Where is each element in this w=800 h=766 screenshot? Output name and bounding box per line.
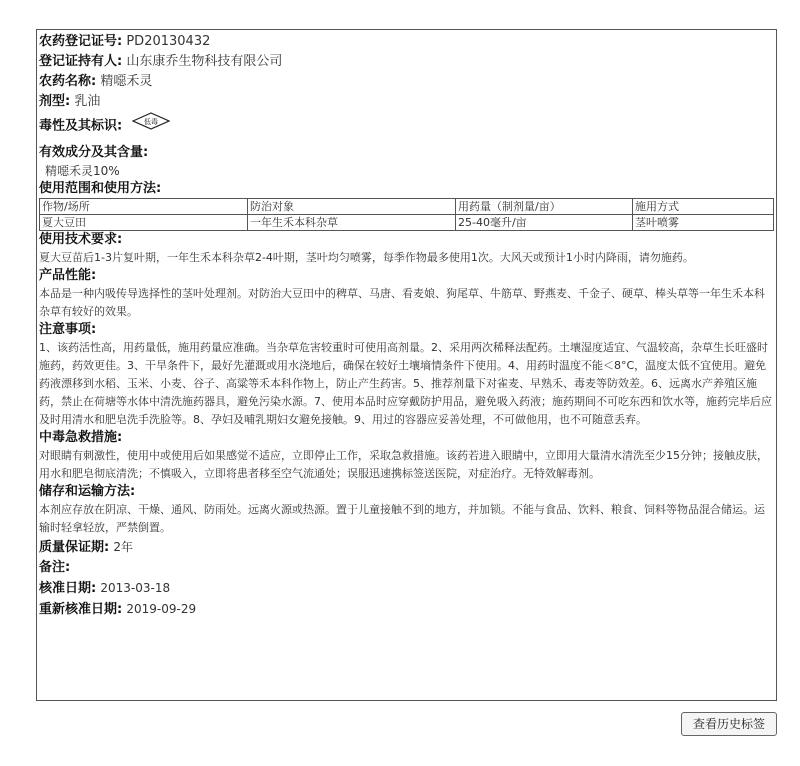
usage-cell-dosage: 25-40毫升/亩 <box>456 215 633 231</box>
name-label: 农药名称: <box>39 74 97 89</box>
holder-label: 登记证持有人: <box>39 54 123 69</box>
table-row <box>40 215 774 231</box>
toxicity-row <box>39 112 774 138</box>
usage-header-crop: 作物/场所 <box>40 199 248 215</box>
reg-no-value: PD20130432 <box>126 34 211 49</box>
form-value: 乳油 <box>74 94 101 109</box>
firstaid-heading: 中毒急救措施: <box>39 430 123 445</box>
name-row <box>39 72 774 92</box>
holder-row <box>39 52 774 72</box>
firstaid-text: 对眼睛有刺激性，使用中或使用后如果感觉不适应，立即停止工作，采取急救措施。该药若进入眼睛中，立即用大量清水清洗至少15分钟；接触皮肤，用水和肥皂彻底清洗；不慎吸入，立即将患者移至空气流通处；误服迅速携标签送医院，对症治疗。无特效解毒剂。 <box>39 449 768 480</box>
usage-table <box>39 198 774 231</box>
approve-row <box>39 578 774 599</box>
usage-cell-crop: 夏大豆田 <box>40 215 248 231</box>
remark-label: 备注: <box>39 560 71 575</box>
approve-date: 2013-03-18 <box>100 581 171 595</box>
storage-heading: 储存和运输方法: <box>39 484 136 499</box>
name-value: 精噁禾灵 <box>100 74 153 89</box>
warranty-row <box>39 537 774 558</box>
remark-row <box>39 558 774 578</box>
tech-heading: 使用技术要求: <box>39 232 123 247</box>
approve-label: 核准日期: <box>39 581 97 596</box>
reg-no-label: 农药登记证号: <box>39 34 123 49</box>
reapprove-row <box>39 599 774 620</box>
usage-heading: 使用范围和使用方法: <box>39 181 162 196</box>
warranty-value: 2年 <box>113 540 133 554</box>
storage-text: 本剂应存放在阴凉、干燥、通风、防雨处。远离火源或热源。置于儿童接触不到的地方，并加锁。不能与食品、饮料、粮食、饲料等物品混合储运。运输时轻拿轻放，严禁倒置。 <box>39 503 765 534</box>
ingredients-value: 精噁禾灵10% <box>45 164 120 178</box>
notes-heading: 注意事项: <box>39 322 97 337</box>
form-label: 剂型: <box>39 94 71 109</box>
usage-cell-target: 一年生禾本科杂草 <box>248 215 456 231</box>
reapprove-label: 重新核准日期: <box>39 602 123 617</box>
usage-header-target: 防治对象 <box>248 199 456 215</box>
usage-table-header <box>40 199 774 215</box>
usage-header-method: 施用方式 <box>633 199 774 215</box>
toxicity-label: 毒性及其标识: <box>39 118 123 134</box>
form-row <box>39 92 774 112</box>
ingredients-heading: 有效成分及其含量: <box>39 145 149 160</box>
performance-heading: 产品性能: <box>39 268 97 283</box>
registration-panel <box>36 29 777 701</box>
tech-text: 夏大豆苗后1-3片复叶期，一年生禾本科杂草2-4叶期，茎叶均匀喷雾，每季作物最多使用1次。大风天或预计1小时内降雨，请勿施药。 <box>39 251 694 264</box>
usage-header-dosage: 用药量（制剂量/亩） <box>456 199 633 215</box>
warranty-label: 质量保证期: <box>39 540 110 555</box>
low-toxicity-icon <box>132 112 170 140</box>
usage-cell-method: 茎叶喷雾 <box>633 215 774 231</box>
view-history-label-button[interactable]: 查看历史标签 <box>681 712 777 736</box>
svg-text:低毒: 低毒 <box>144 118 159 126</box>
reg-no-row <box>39 32 774 52</box>
notes-text: 1、该药活性高，用药量低，施用药量应准确。当杂草危害较重时可使用高剂量。2、采用两次稀释法配药。土壤湿度适宜、气温较高，杂草生长旺盛时施药，药效更佳。3、干旱条件下，最好先灌溉或用水浇地后，确保在较好土壤墒情条件下使用。4、用药时温度不能＜8°C，温度太低不宜使用。避免药液漂移到水稻、玉米、小麦、谷子、高粱等禾本科作物上，防止产生药害。5、推荐剂量下对雀麦、早熟禾、毒麦等防效差。6、远离水产养殖区施药，禁止在荷塘等水体中清洗施药器具，避免污染水源。7、使用本品时应穿戴防护用品，避免吸入药液；施药期间不可吃东西和饮水等，施药完毕后应及时用清水和肥皂洗手洗脸等。8、孕妇及哺乳期妇女避免接触。9、用过的容器应妥善处理，不可做他用，也不可随意丢弃。 <box>39 341 772 426</box>
performance-text: 本品是一种内吸传导选择性的茎叶处理剂。对防治大豆田中的稗草、马唐、看麦娘、狗尾草、牛筋草、野燕麦、千金子、硬草、棒头草等一年生禾本科杂草有较好的效果。 <box>39 287 765 318</box>
reapprove-date: 2019-09-29 <box>126 602 197 616</box>
holder-value: 山东康乔生物科技有限公司 <box>126 54 283 69</box>
